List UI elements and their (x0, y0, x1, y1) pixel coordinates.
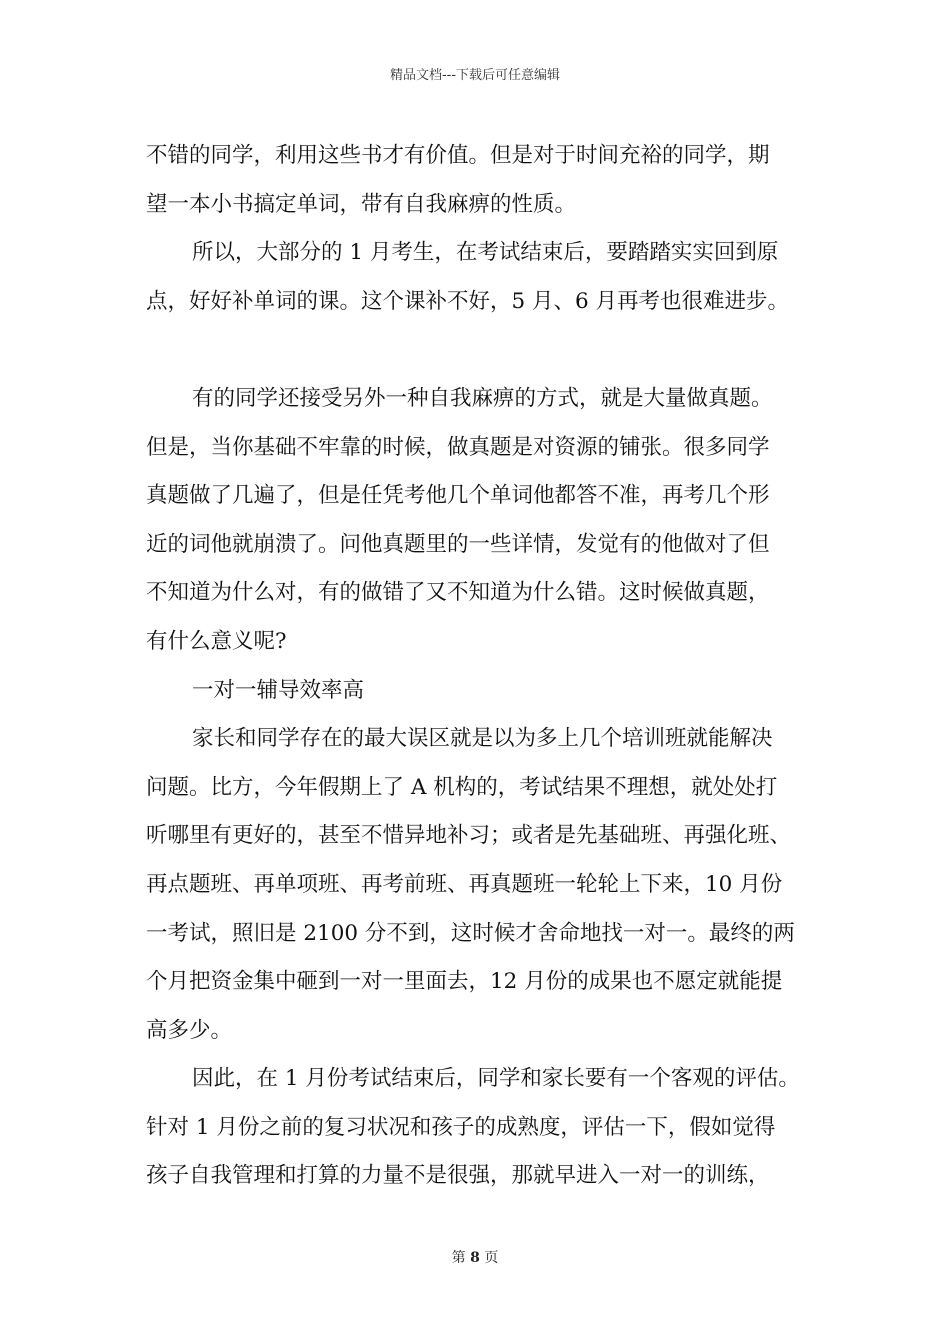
text-line: 真题做了几遍了，但是任凭考他几个单词他都答不准，再考几个形 (146, 483, 770, 509)
page-label-prefix: 第 (451, 1250, 466, 1266)
page-footer (0, 1247, 950, 1267)
text-line: 再点题班、再单项班、再考前班、再真题班一轮轮上下来，10 月份 (146, 871, 783, 897)
text-line: 因此，在 1 月份考试结束后，同学和家长要有一个客观的评估。 (192, 1066, 800, 1092)
text-line: 高多少。 (146, 1017, 233, 1043)
heading-text: 一对一辅导效率高 (192, 677, 365, 703)
text-line: 点，好好补单词的课。这个课补不好，5 月、6 月再考也很难进步。 (146, 288, 790, 314)
text-line: 望一本小书搞定单词，带有自我麻痹的性质。 (146, 191, 577, 217)
text-line: 有什么意义呢? (146, 628, 287, 654)
text-line: 问题。比方，今年假期上了 A 机构的，考试结果不理想，就处处打 (146, 774, 778, 800)
paragraph (146, 229, 810, 326)
text-line: 近的词他就崩溃了。问他真题里的一些详情，发觉有的他做对了但 (146, 531, 770, 557)
paragraph (146, 1055, 810, 1201)
section-heading (146, 667, 810, 716)
text-line: 不知道为什么对，有的做错了又不知道为什么错。这时候做真题， (146, 580, 770, 606)
paragraph (146, 375, 810, 667)
text-line: 听哪里有更好的，甚至不惜异地补习；或者是先基础班、再强化班、 (146, 823, 792, 849)
text-line: 一考试，照旧是 2100 分不到，这时候才舍命地找一对一。最终的两 (146, 920, 795, 946)
text-line: 孩子自我管理和打算的力量不是很强，那就早进入一对一的训练， (146, 1163, 770, 1189)
paragraph (146, 715, 810, 1055)
page-number: 8 (470, 1250, 480, 1266)
text-line: 有的同学还接受另外一种自我麻痹的方式，就是大量做真题。 (192, 385, 773, 411)
text-line: 不错的同学，利用这些书才有价值。但是对于时间充裕的同学，期 (146, 143, 770, 168)
paragraph-spacer (146, 326, 810, 375)
text-line: 家长和同学存在的最大误区就是以为多上几个培训班就能解决 (192, 726, 773, 752)
text-line: 但是，当你基础不牢靠的时候，做真题是对资源的铺张。很多同学 (146, 434, 770, 460)
text-line: 个月把资金集中砸到一对一里面去，12 月份的成果也不愿定就能提 (146, 969, 783, 995)
page-label-suffix: 页 (484, 1250, 499, 1266)
page-header: 精品文档---下载后可任意编辑 (389, 68, 561, 83)
text-line: 针对 1 月份之前的复习状况和孩子的成熟度，评估一下，假如觉得 (146, 1114, 776, 1140)
document-body (146, 132, 810, 1201)
paragraph (146, 132, 810, 229)
text-line: 所以，大部分的 1 月考生，在考试结束后，要踏踏实实回到原 (192, 240, 779, 266)
